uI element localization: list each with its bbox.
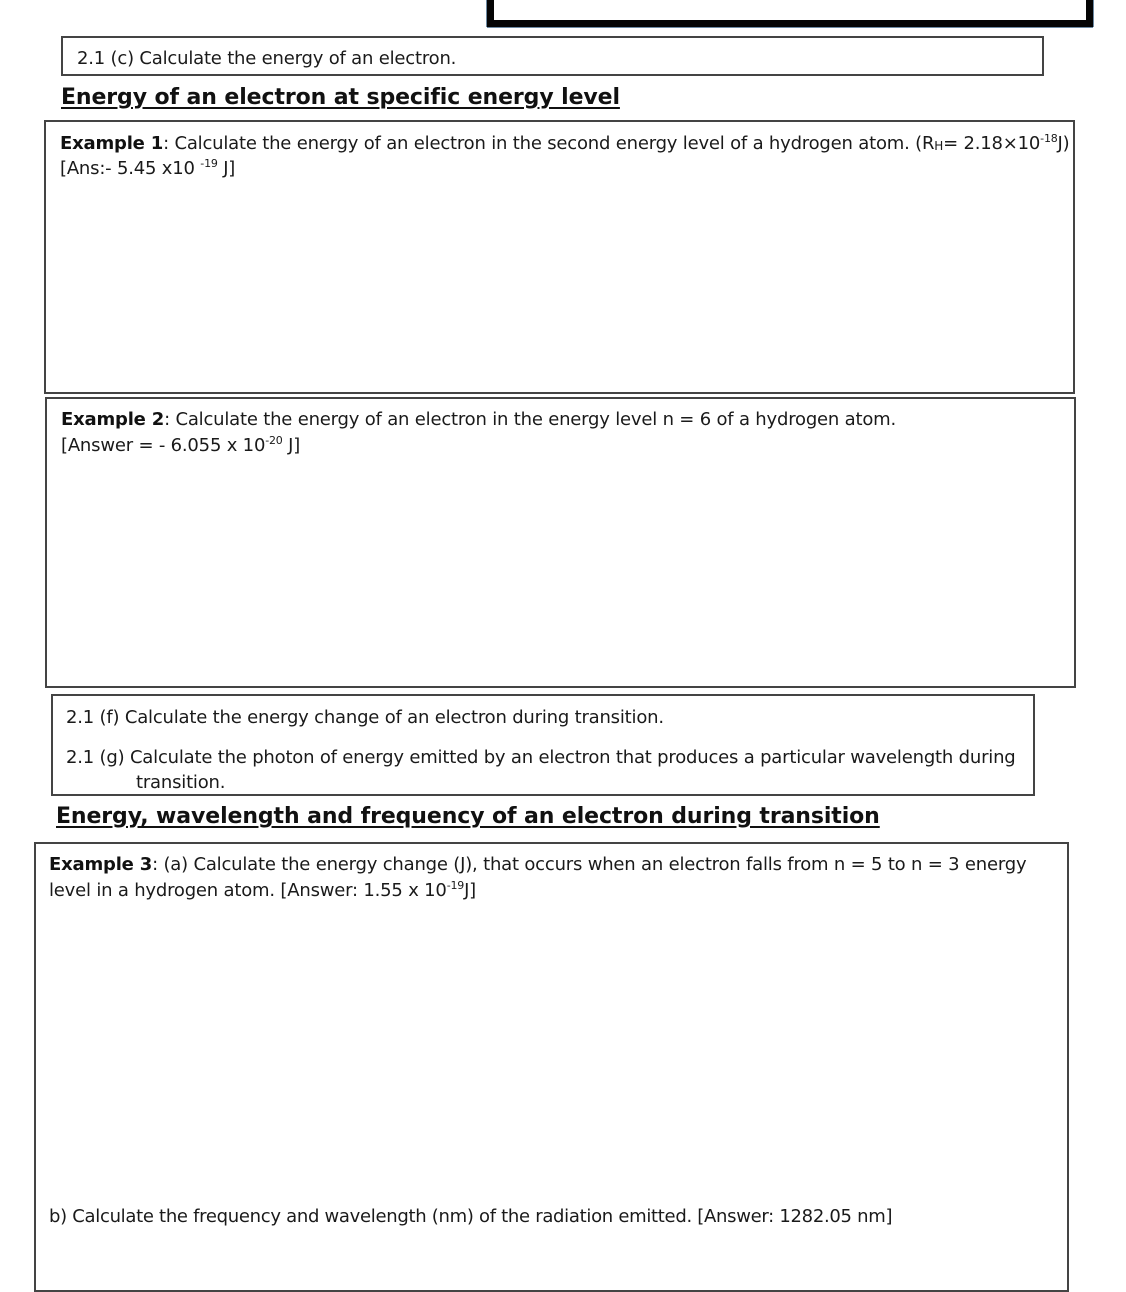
example-3-label: Example 3 (49, 854, 153, 875)
section-heading-energy-level: Energy of an electron at specific energy level (61, 85, 620, 110)
example-1-answer: [Ans:- 5.45 x10 $^{-19}$ J] (60, 157, 236, 179)
section-heading-transition: Energy, wavelength and frequency of an electron during transition (56, 804, 880, 829)
example-3-question-b: b) Calculate the frequency and wavelength (nm) of the radiation emitted. [Answer: 1282.05 nm] (49, 1206, 893, 1227)
example-1-box[interactable] (44, 120, 1075, 394)
example-2-label: Example 2 (61, 409, 165, 430)
example-3-box[interactable] (34, 842, 1069, 1292)
objective-g-text-cont: transition. (136, 772, 226, 793)
objective-box-f-g (51, 694, 1035, 796)
example-1-label: Example 1 (60, 133, 164, 154)
example-3-question-a-cont: level in a hydrogen atom. [Answer: 1.55 x $10^{-19}J$] (49, 879, 476, 901)
example-2-question: Example 2: Calculate the energy of an electron in the energy level n = 6 of a hydrogen atom. (61, 409, 897, 430)
top-frame-border (487, 0, 1093, 27)
objective-g-text: 2.1 (g) Calculate the photon of energy emitted by an electron that produces a particular wavelength during (66, 747, 1016, 768)
example-1-question: Example 1: Calculate the energy of an electron in the second energy level of a hydrogen atom. $(R_H= 2.18\times 10^{-18}J)$ (60, 132, 1070, 154)
objective-box-c (61, 36, 1044, 76)
example-3-question-a: Example 3: (a) Calculate the energy change (J), that occurs when an electron falls from n = 5 to n = 3 energy (49, 854, 1027, 875)
example-2-box[interactable] (45, 397, 1076, 688)
objective-f-text: 2.1 (f) Calculate the energy change of an electron during transition. (66, 707, 664, 728)
example-2-answer: [Answer = - 6.055 x $10^{-20}$ J] (61, 434, 301, 456)
objective-c-text: 2.1 (c) Calculate the energy of an electron. (77, 48, 457, 69)
